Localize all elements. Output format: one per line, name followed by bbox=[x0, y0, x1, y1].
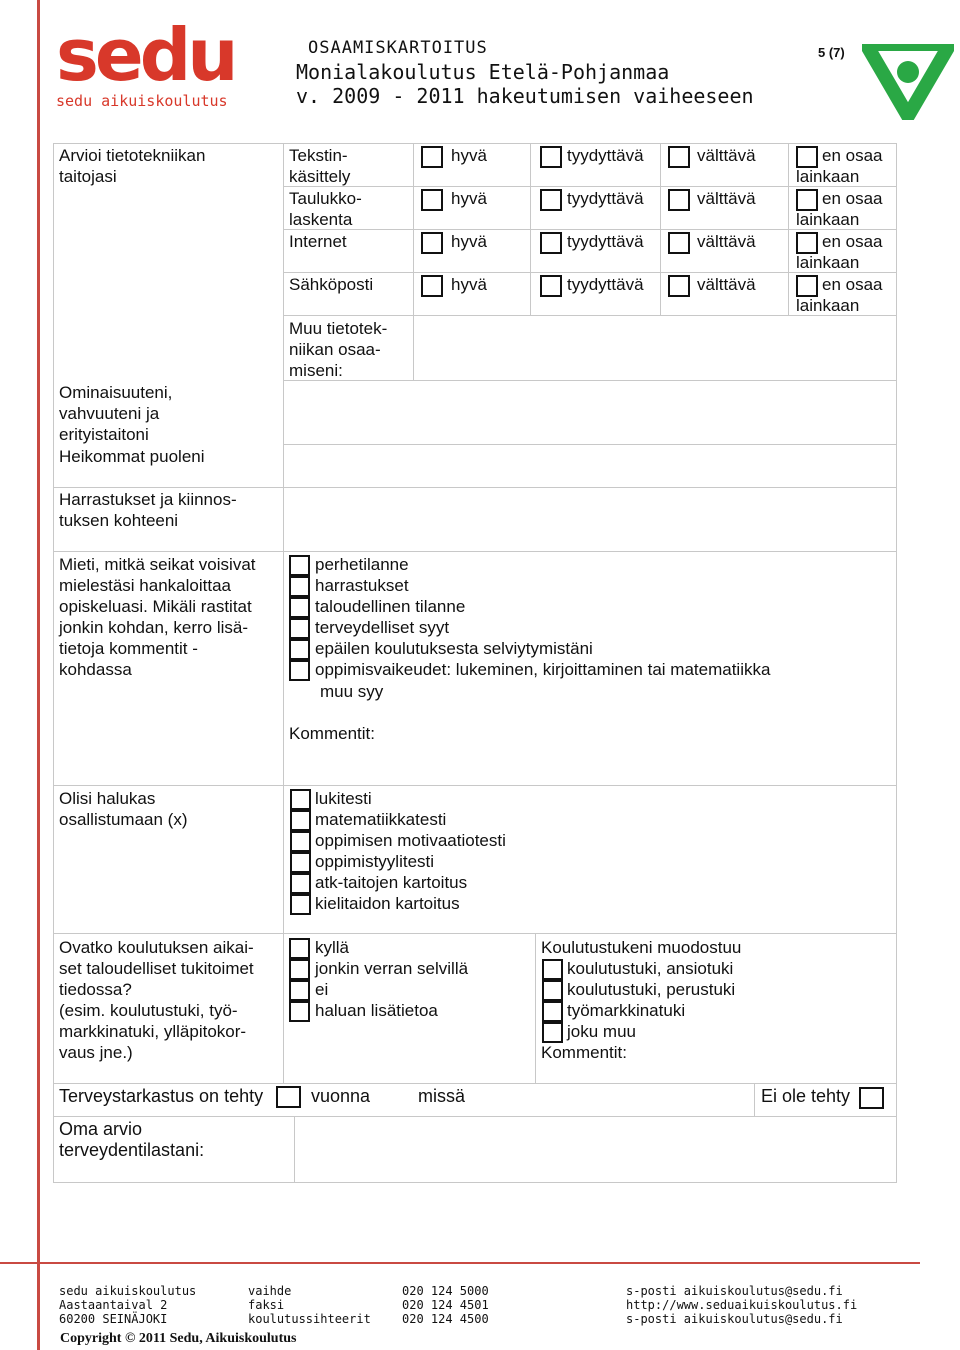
footer-rule bbox=[0, 1262, 920, 1264]
option-label: hyvä bbox=[451, 232, 487, 251]
finance-checkbox[interactable] bbox=[289, 938, 310, 959]
option-label: tyydyttävä bbox=[567, 232, 644, 251]
difficulty-option: taloudellinen tilanne bbox=[315, 597, 466, 616]
finance-checkbox[interactable] bbox=[289, 959, 310, 980]
finance-option: ei bbox=[315, 980, 329, 999]
difficulty-option: perhetilanne bbox=[315, 555, 409, 574]
strengths-label: vahvuuteni ja bbox=[59, 404, 160, 423]
difficulty-checkbox[interactable] bbox=[289, 576, 310, 597]
it-row-name: Sähköposti bbox=[289, 275, 374, 294]
other-it-label: Muu tietotek- bbox=[289, 319, 388, 338]
difficulty-option: oppimisvaikeudet: lukeminen, kirjoittaminen tai matematiikka bbox=[315, 660, 771, 679]
weaknesses-field[interactable] bbox=[285, 446, 895, 486]
option-label: lainkaan bbox=[796, 253, 860, 272]
difficulty-comments-label: Kommentit: bbox=[289, 724, 375, 743]
it-row-checkbox-good[interactable] bbox=[421, 232, 443, 254]
finance-label: (esim. koulutustuki, työ- bbox=[59, 1001, 238, 1020]
it-row-name: Taulukko- bbox=[289, 189, 362, 208]
test-option: atk-taitojen kartoitus bbox=[315, 873, 468, 892]
test-checkbox[interactable] bbox=[290, 789, 311, 810]
support-checkbox[interactable] bbox=[542, 1001, 563, 1022]
option-label: en osaa bbox=[822, 189, 883, 208]
footer-website-link[interactable]: http://www.seduaikuiskoulutus.fi bbox=[626, 1298, 858, 1312]
test-option: lukitesti bbox=[315, 789, 372, 808]
it-row-checkbox-satisfactory[interactable] bbox=[540, 146, 562, 168]
difficulty-checkbox[interactable] bbox=[289, 597, 310, 618]
finance-label: set taloudelliset tukitoimet bbox=[59, 959, 254, 978]
it-row-checkbox-satisfactory[interactable] bbox=[540, 189, 562, 211]
difficulty-option: terveydelliset syyt bbox=[315, 618, 450, 637]
finance-label: Ovatko koulutuksen aikai- bbox=[59, 938, 254, 957]
finance-label: vaus jne.) bbox=[59, 1043, 133, 1062]
tests-label: osallistumaan (x) bbox=[59, 810, 188, 829]
it-row-checkbox-fair[interactable] bbox=[668, 146, 690, 168]
it-row-checkbox-satisfactory[interactable] bbox=[540, 232, 562, 254]
it-row-checkbox-none[interactable] bbox=[796, 275, 818, 297]
option-label: välttävä bbox=[697, 275, 756, 294]
it-row-checkbox-satisfactory[interactable] bbox=[540, 275, 562, 297]
option-label: tyydyttävä bbox=[567, 275, 644, 294]
test-checkbox[interactable] bbox=[290, 894, 311, 915]
difficulties-label: mielestäsi hankaloittaa bbox=[59, 576, 231, 595]
it-row-checkbox-fair[interactable] bbox=[668, 232, 690, 254]
test-checkbox[interactable] bbox=[290, 873, 311, 894]
health-assessment-label: terveydentilastani: bbox=[59, 1140, 205, 1160]
option-label: lainkaan bbox=[796, 296, 860, 315]
difficulty-checkbox[interactable] bbox=[289, 555, 310, 576]
green-emblem-logo bbox=[862, 36, 954, 120]
option-label: välttävä bbox=[697, 189, 756, 208]
support-option: joku muu bbox=[567, 1022, 636, 1041]
difficulties-label: Mieti, mitkä seikat voisivat bbox=[59, 555, 256, 574]
finance-label: tiedossa? bbox=[59, 980, 132, 999]
difficulties-label: opiskeluasi. Mikäli rastitat bbox=[59, 597, 252, 616]
difficulty-checkbox[interactable] bbox=[289, 660, 310, 681]
difficulties-label: tietoja kommentit - bbox=[59, 639, 198, 658]
hobbies-label: Harrastukset ja kiinnos- bbox=[59, 490, 237, 509]
finance-option: haluan lisätietoa bbox=[315, 1001, 438, 1020]
sedu-logo bbox=[54, 20, 234, 112]
header-period: v. 2009 - 2011 hakeutumisen vaiheeseen bbox=[296, 84, 754, 108]
hobbies-field[interactable] bbox=[285, 489, 895, 550]
support-checkbox[interactable] bbox=[542, 980, 563, 1001]
footer-phone: 020 124 4500 bbox=[402, 1312, 489, 1326]
test-option: kielitaidon kartoitus bbox=[315, 894, 460, 913]
test-checkbox[interactable] bbox=[290, 810, 311, 831]
support-option: koulutustuki, ansiotuki bbox=[567, 959, 734, 978]
support-checkbox[interactable] bbox=[542, 1022, 563, 1043]
footer-phone: 020 124 5000 bbox=[402, 1284, 489, 1298]
it-row-checkbox-none[interactable] bbox=[796, 232, 818, 254]
option-label: hyvä bbox=[451, 146, 487, 165]
test-option: matematiikkatesti bbox=[315, 810, 447, 829]
difficulties-label: jonkin kohdan, kerro lisä- bbox=[59, 618, 248, 637]
header-title: OSAAMISKARTOITUS bbox=[308, 38, 488, 58]
finance-checkbox[interactable] bbox=[289, 980, 310, 1001]
other-it-field[interactable] bbox=[415, 317, 895, 379]
other-it-label: miseni: bbox=[289, 361, 343, 380]
test-checkbox[interactable] bbox=[290, 831, 311, 852]
support-option: työmarkkinatuki bbox=[567, 1001, 686, 1020]
support-title: Koulutustukeni muodostuu bbox=[541, 938, 742, 957]
logo-subtitle: sedu aikuiskoulutus bbox=[56, 92, 228, 110]
support-checkbox[interactable] bbox=[542, 959, 563, 980]
strengths-field[interactable] bbox=[285, 382, 895, 443]
footer-phone: 020 124 4501 bbox=[402, 1298, 489, 1312]
it-row-name: laskenta bbox=[289, 210, 353, 229]
option-label: en osaa bbox=[822, 232, 883, 251]
finance-option: jonkin verran selvillä bbox=[315, 959, 469, 978]
test-option: oppimistyylitesti bbox=[315, 852, 435, 871]
health-year-label: vuonna bbox=[311, 1086, 371, 1106]
footer-contact-label: vaihde bbox=[248, 1284, 292, 1298]
option-label: en osaa bbox=[822, 275, 883, 294]
difficulty-checkbox[interactable] bbox=[289, 639, 310, 660]
footer-contact-label: faksi bbox=[248, 1298, 285, 1312]
difficulty-checkbox[interactable] bbox=[289, 618, 310, 639]
it-row-checkbox-good[interactable] bbox=[421, 146, 443, 168]
it-row-checkbox-fair[interactable] bbox=[668, 189, 690, 211]
support-comments-label: Kommentit: bbox=[541, 1043, 627, 1062]
it-row-name: Tekstin- bbox=[289, 146, 348, 165]
option-label: välttävä bbox=[697, 146, 756, 165]
option-label: tyydyttävä bbox=[567, 146, 644, 165]
finance-label: markkinatuki, ylläpitokor- bbox=[59, 1022, 247, 1041]
footer-email: s-posti aikuiskoulutus@sedu.fi bbox=[626, 1312, 843, 1326]
health-assessment-field[interactable] bbox=[296, 1118, 895, 1181]
other-it-label: niikan osaa- bbox=[289, 340, 381, 359]
difficulty-option: epäilen koulutuksesta selviytymistäni bbox=[315, 639, 593, 658]
test-checkbox[interactable] bbox=[290, 852, 311, 873]
health-where-label: missä bbox=[418, 1086, 466, 1106]
health-assessment-label: Oma arvio bbox=[59, 1119, 143, 1139]
page-number: 5 (7) bbox=[818, 45, 845, 60]
finance-option: kyllä bbox=[315, 938, 350, 957]
it-skills-label-2: taitojasi bbox=[59, 167, 117, 186]
left-margin-rule bbox=[37, 0, 40, 1350]
it-row-name: käsittely bbox=[289, 167, 351, 186]
health-check-label: Terveystarkastus on tehty bbox=[59, 1086, 264, 1106]
option-label: lainkaan bbox=[796, 167, 860, 186]
it-row-checkbox-none[interactable] bbox=[796, 189, 818, 211]
option-label: lainkaan bbox=[796, 210, 860, 229]
strengths-label: Ominaisuuteni, bbox=[59, 383, 173, 402]
support-option: koulutustuki, perustuki bbox=[567, 980, 736, 999]
it-row-checkbox-fair[interactable] bbox=[668, 275, 690, 297]
option-label: tyydyttävä bbox=[567, 189, 644, 208]
tests-label: Olisi halukas bbox=[59, 789, 156, 808]
weaknesses-label: Heikommat puoleni bbox=[59, 447, 205, 466]
option-label: välttävä bbox=[697, 232, 756, 251]
health-not-done-label: Ei ole tehty bbox=[761, 1086, 851, 1106]
hobbies-label: tuksen kohteeni bbox=[59, 511, 179, 530]
logo-word: sedu bbox=[56, 20, 234, 97]
footer-address: Aastaantaival 2 bbox=[59, 1298, 168, 1312]
health-check-checkbox[interactable] bbox=[276, 1086, 301, 1108]
option-label: hyvä bbox=[451, 275, 487, 294]
footer-address: 60200 SEINÄJOKI bbox=[59, 1312, 168, 1326]
it-skills-label-1: Arvioi tietotekniikan bbox=[59, 146, 206, 165]
health-not-done-checkbox[interactable] bbox=[859, 1087, 884, 1109]
it-row-name: Internet bbox=[289, 232, 347, 251]
difficulty-other: muu syy bbox=[320, 682, 384, 701]
footer-email: s-posti aikuiskoulutus@sedu.fi bbox=[626, 1284, 843, 1298]
it-row-checkbox-good[interactable] bbox=[421, 275, 443, 297]
header-subtitle: Monialakoulutus Etelä-Pohjanmaa bbox=[296, 60, 670, 84]
option-label: hyvä bbox=[451, 189, 487, 208]
it-row-checkbox-none[interactable] bbox=[796, 146, 818, 168]
difficulty-option: harrastukset bbox=[315, 576, 409, 595]
difficulties-label: kohdassa bbox=[59, 660, 132, 679]
difficulty-comments-field[interactable] bbox=[385, 720, 895, 780]
footer-contact-label: koulutussihteerit bbox=[248, 1312, 371, 1326]
it-row-checkbox-good[interactable] bbox=[421, 189, 443, 211]
test-option: oppimisen motivaatiotesti bbox=[315, 831, 506, 850]
footer-address: sedu aikuiskoulutus bbox=[59, 1284, 197, 1298]
finance-checkbox[interactable] bbox=[289, 1001, 310, 1022]
strengths-label: erityistaitoni bbox=[59, 425, 149, 444]
option-label: en osaa bbox=[822, 146, 883, 165]
copyright: Copyright © 2011 Sedu, Aikuiskoulutus bbox=[60, 1331, 297, 1346]
